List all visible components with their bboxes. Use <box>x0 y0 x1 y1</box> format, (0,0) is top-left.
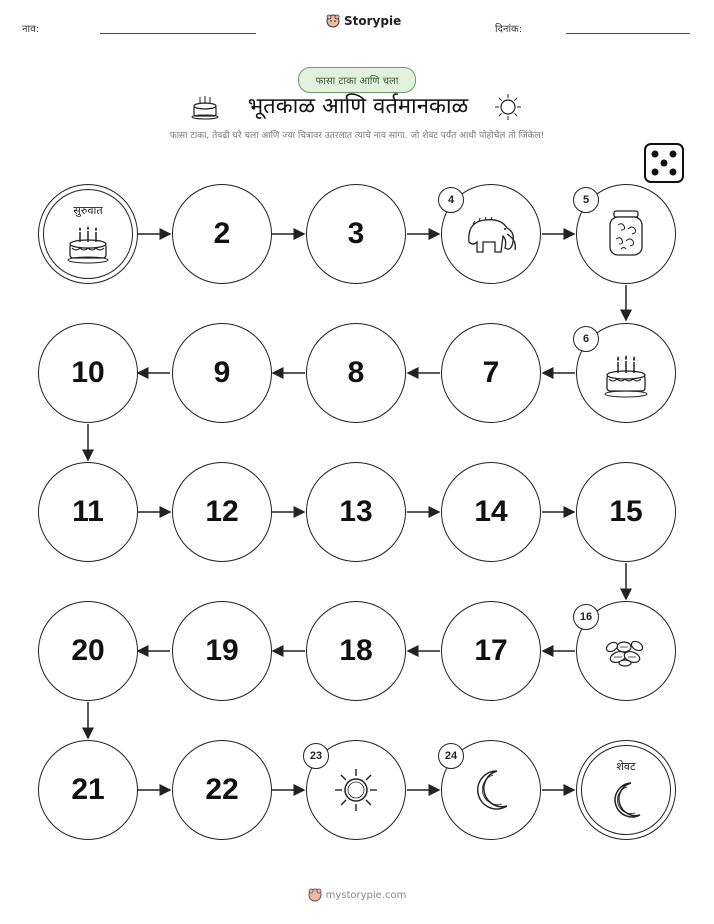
cell-number-badge: 4 <box>438 187 464 213</box>
brand-name: Storypie <box>344 14 402 28</box>
board-cell-20[interactable] <box>38 601 138 701</box>
cell-number: 2 <box>213 217 231 250</box>
board-cell-23[interactable] <box>306 740 406 840</box>
board-cell-16[interactable] <box>576 601 676 701</box>
board-cell-14[interactable] <box>441 462 541 562</box>
board-end-cell[interactable] <box>576 740 676 840</box>
cell-number-badge: 5 <box>573 187 599 213</box>
board-cell-17[interactable] <box>441 601 541 701</box>
board-cell-19[interactable] <box>172 601 272 701</box>
board-cell-22[interactable] <box>172 740 272 840</box>
cell-number: 20 <box>71 634 105 667</box>
cell-number-badge: 16 <box>573 604 599 630</box>
board-cell-12[interactable] <box>172 462 272 562</box>
board-cell-7[interactable] <box>441 323 541 423</box>
cell-number: 12 <box>205 495 239 528</box>
board-cell-13[interactable] <box>306 462 406 562</box>
cell-number: 8 <box>347 356 365 389</box>
cell-number: 19 <box>205 634 239 667</box>
activity-pill: फासा टाका आणि चला <box>298 67 416 93</box>
birthday-cake-icon <box>603 355 649 399</box>
cell-number: 22 <box>205 773 239 806</box>
birthday-cake-icon <box>66 226 110 264</box>
board-cell-4[interactable] <box>441 184 541 284</box>
board-cell-9[interactable] <box>172 323 272 423</box>
board-cell-5[interactable] <box>576 184 676 284</box>
cell-number-badge: 24 <box>438 743 464 769</box>
cell-number: 10 <box>71 356 105 389</box>
date-label: दिनांक: <box>495 24 523 35</box>
nuts-icon <box>602 633 650 669</box>
cell-number: 21 <box>71 773 105 806</box>
instructions: फासा टाका, तेवढी घरे चला आणि ज्या चित्रावर उतरलात त्याचे नाव सांगा. जो शेवट पर्यंत आधी पोहोचेल तो जिंकेल! <box>169 131 545 141</box>
page-title: भूतकाळ आणि वर्तमानकाळ <box>247 94 469 119</box>
cell-number: 15 <box>609 495 643 528</box>
board-cell-10[interactable] <box>38 323 138 423</box>
mammoth-icon <box>461 212 521 256</box>
crescent-moon-icon <box>471 768 511 812</box>
board-cell-6[interactable] <box>576 323 676 423</box>
board-cell-21[interactable] <box>38 740 138 840</box>
board-cell-8[interactable] <box>306 323 406 423</box>
board-cell-2[interactable] <box>172 184 272 284</box>
cell-number: 17 <box>474 634 508 667</box>
start-label: सुरुवात <box>73 204 103 217</box>
board-cell-15[interactable] <box>576 462 676 562</box>
cell-number-badge: 6 <box>573 326 599 352</box>
board-cell-24[interactable] <box>441 740 541 840</box>
cell-number: 3 <box>347 217 365 250</box>
cell-number: 14 <box>474 495 508 528</box>
cell-number: 13 <box>339 495 373 528</box>
board-cell-3[interactable] <box>306 184 406 284</box>
cell-number: 9 <box>213 356 231 389</box>
end-label: शेवट <box>616 760 636 773</box>
cell-number: 7 <box>482 356 500 389</box>
jar-icon <box>606 209 646 259</box>
board-cell-18[interactable] <box>306 601 406 701</box>
board-cell-11[interactable] <box>38 462 138 562</box>
cell-number: 18 <box>339 634 373 667</box>
crescent-moon-icon <box>608 781 644 821</box>
bear-icon <box>308 888 322 902</box>
cell-number: 11 <box>72 495 104 528</box>
board-start-cell[interactable] <box>38 184 138 284</box>
name-label: नाव: <box>22 24 40 35</box>
cell-number-badge: 23 <box>303 743 329 769</box>
footer <box>0 888 714 902</box>
sun-icon <box>332 766 380 814</box>
footer-url[interactable]: mystorypie.com <box>325 889 407 901</box>
